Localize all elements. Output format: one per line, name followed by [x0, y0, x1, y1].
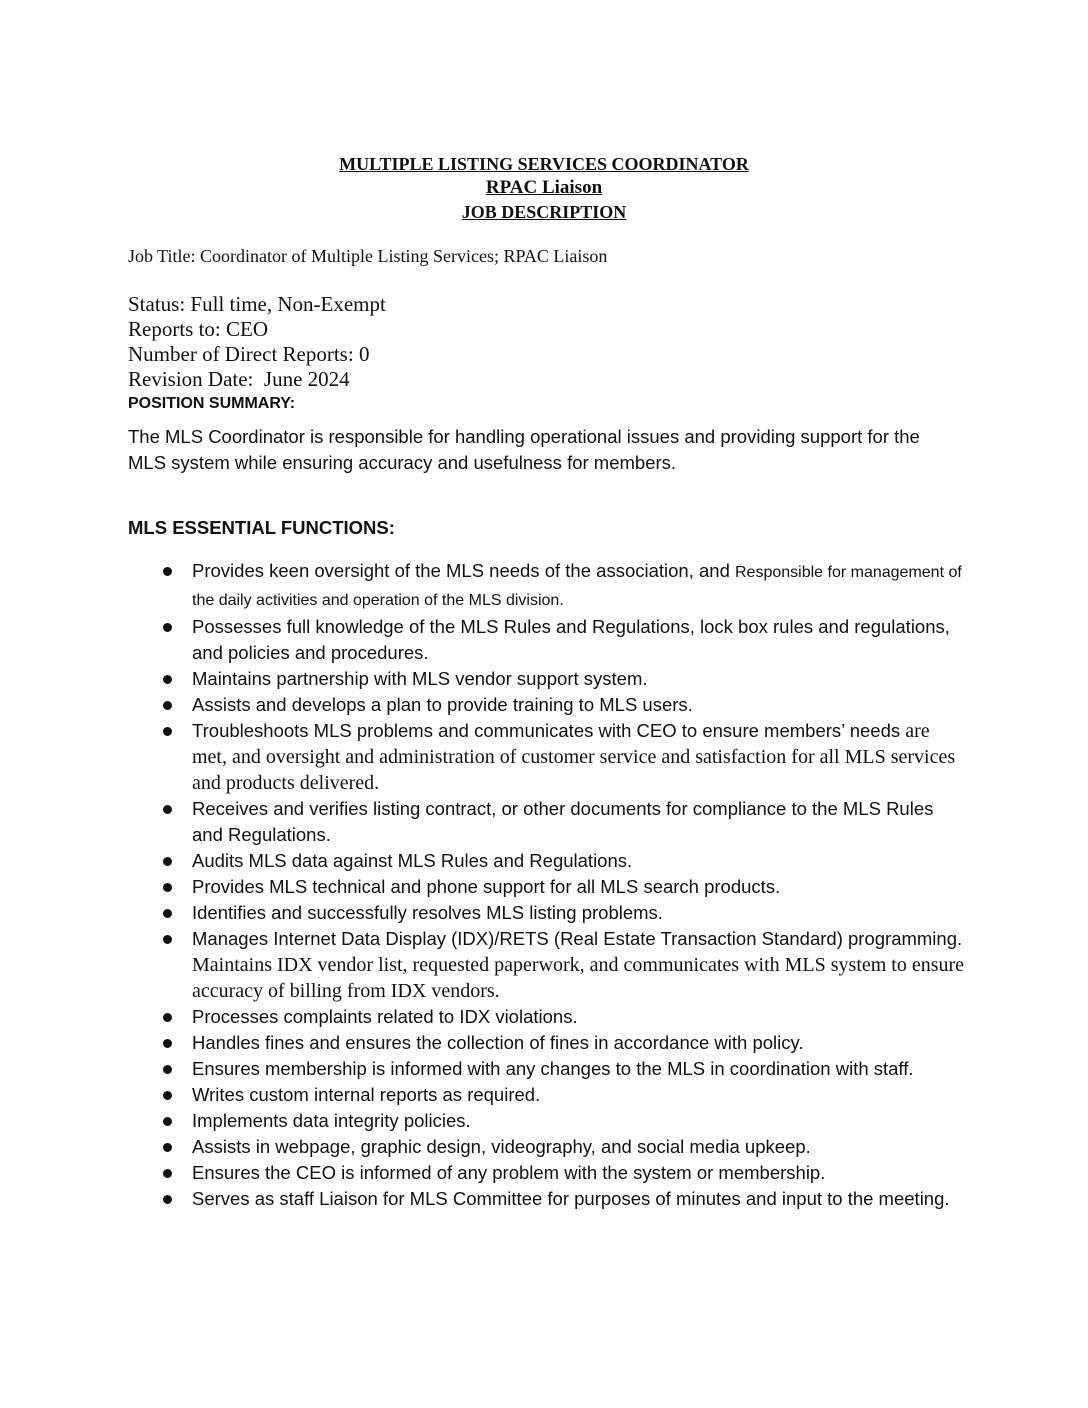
function-item-text: Serves as staff Liaison for MLS Committee for purposes of minutes and input to the meeting.: [192, 1188, 950, 1209]
function-item-text: Possesses full knowledge of the MLS Rules and Regulations, lock box rules and regulations, and policies and procedures.: [192, 616, 950, 663]
function-item-text: Ensures membership is informed with any changes to the MLS in coordination with staff.: [192, 1058, 914, 1079]
document-type: JOB DESCRIPTION: [461, 202, 627, 222]
bullet-icon: [163, 1039, 172, 1048]
function-item: [128, 1108, 968, 1134]
bullet-icon: [163, 1117, 172, 1126]
bullet-icon: [163, 1143, 172, 1152]
status-block: [128, 292, 386, 392]
function-item-text: Audits MLS data against MLS Rules and Regulations.: [192, 850, 633, 871]
direct-reports-line: Number of Direct Reports: 0: [128, 342, 370, 366]
function-item-text: Receives and verifies listing contract, or other documents for compliance to the MLS Rules and Regulations.: [192, 798, 934, 845]
status-line: Status: Full time, Non-Exempt: [128, 292, 386, 316]
function-item-text: Troubleshoots MLS problems and communicates with CEO to ensure members’ needs: [192, 720, 906, 741]
function-item-text: Identifies and successfully resolves MLS listing problems.: [192, 902, 663, 923]
function-item: [128, 796, 968, 848]
function-item-text: Provides keen oversight of the MLS needs of the association, and: [192, 560, 735, 581]
function-item: [128, 692, 968, 718]
function-item-text: Implements data integrity policies.: [192, 1110, 471, 1131]
function-item: [128, 558, 968, 614]
bullet-icon: [163, 1065, 172, 1074]
function-item-text: Ensures the CEO is informed of any problem with the system or membership.: [192, 1162, 826, 1183]
function-item-text: Processes complaints related to IDX violations.: [192, 1006, 578, 1027]
function-item-text: Maintains partnership with MLS vendor support system.: [192, 668, 648, 689]
function-item: [128, 1134, 968, 1160]
function-item: [128, 1160, 968, 1186]
bullet-icon: [163, 1013, 172, 1022]
job-title-line: Job Title: Coordinator of Multiple Listing Services; RPAC Liaison: [128, 246, 608, 266]
function-item: [128, 848, 968, 874]
bullet-icon: [163, 883, 172, 892]
function-item: [128, 666, 968, 692]
function-item-text: Provides MLS technical and phone support for all MLS search products.: [192, 876, 781, 897]
function-item-text-small: Responsible for management of the daily activities and operation of the MLS division.: [192, 564, 962, 609]
function-item-text: Manages Internet Data Display (IDX)/RETS (Real Estate Transaction Standard) programming.: [192, 928, 963, 949]
essential-functions-heading: MLS ESSENTIAL FUNCTIONS:: [128, 517, 395, 538]
bullet-icon: [163, 701, 172, 710]
bullet-icon: [163, 727, 172, 736]
function-item: [128, 1004, 968, 1030]
function-item: [128, 874, 968, 900]
function-item: [128, 614, 968, 666]
bullet-icon: [163, 909, 172, 918]
revision-date-line: Revision Date: June 2024: [128, 367, 350, 391]
bullet-icon: [163, 675, 172, 684]
function-item-text: Assists and develops a plan to provide training to MLS users.: [192, 694, 693, 715]
bullet-icon: [163, 567, 172, 576]
reports-to-line: Reports to: CEO: [128, 317, 268, 341]
function-item-text: Writes custom internal reports as required.: [192, 1084, 541, 1105]
function-item: [128, 1056, 968, 1082]
bullet-icon: [163, 623, 172, 632]
function-item: [128, 1030, 968, 1056]
position-summary-heading: POSITION SUMMARY:: [128, 395, 296, 412]
function-item: [128, 900, 968, 926]
function-item-text: Assists in webpage, graphic design, videography, and social media upkeep.: [192, 1136, 811, 1157]
document-subtitle: RPAC Liaison: [485, 177, 603, 198]
document-header: [0, 152, 1088, 224]
function-item-text-serif: are met, and oversight and administration of customer service and satisfaction for all MLS services and products delivered.: [192, 720, 956, 794]
essential-functions-list: [128, 558, 968, 1212]
function-item: [128, 926, 968, 1004]
bullet-icon: [163, 1195, 172, 1204]
bullet-icon: [163, 1169, 172, 1178]
function-item: [128, 1186, 968, 1212]
function-item: [128, 1082, 968, 1108]
function-item: [128, 718, 968, 796]
position-summary-text: The MLS Coordinator is responsible for handling operational issues and providing support for the MLS system while ensuring accuracy and usefulness for members.: [128, 426, 920, 473]
document-title: MULTIPLE LISTING SERVICES COORDINATOR: [339, 154, 749, 174]
function-item-text-serif: Maintains IDX vendor list, requested paperwork, and communicates with MLS system to ensure accuracy of billing from IDX vendors.: [192, 954, 965, 1002]
bullet-icon: [163, 935, 172, 944]
bullet-icon: [163, 805, 172, 814]
function-item-text: Handles fines and ensures the collection of fines in accordance with policy.: [192, 1032, 804, 1053]
bullet-icon: [163, 857, 172, 866]
bullet-icon: [163, 1091, 172, 1100]
